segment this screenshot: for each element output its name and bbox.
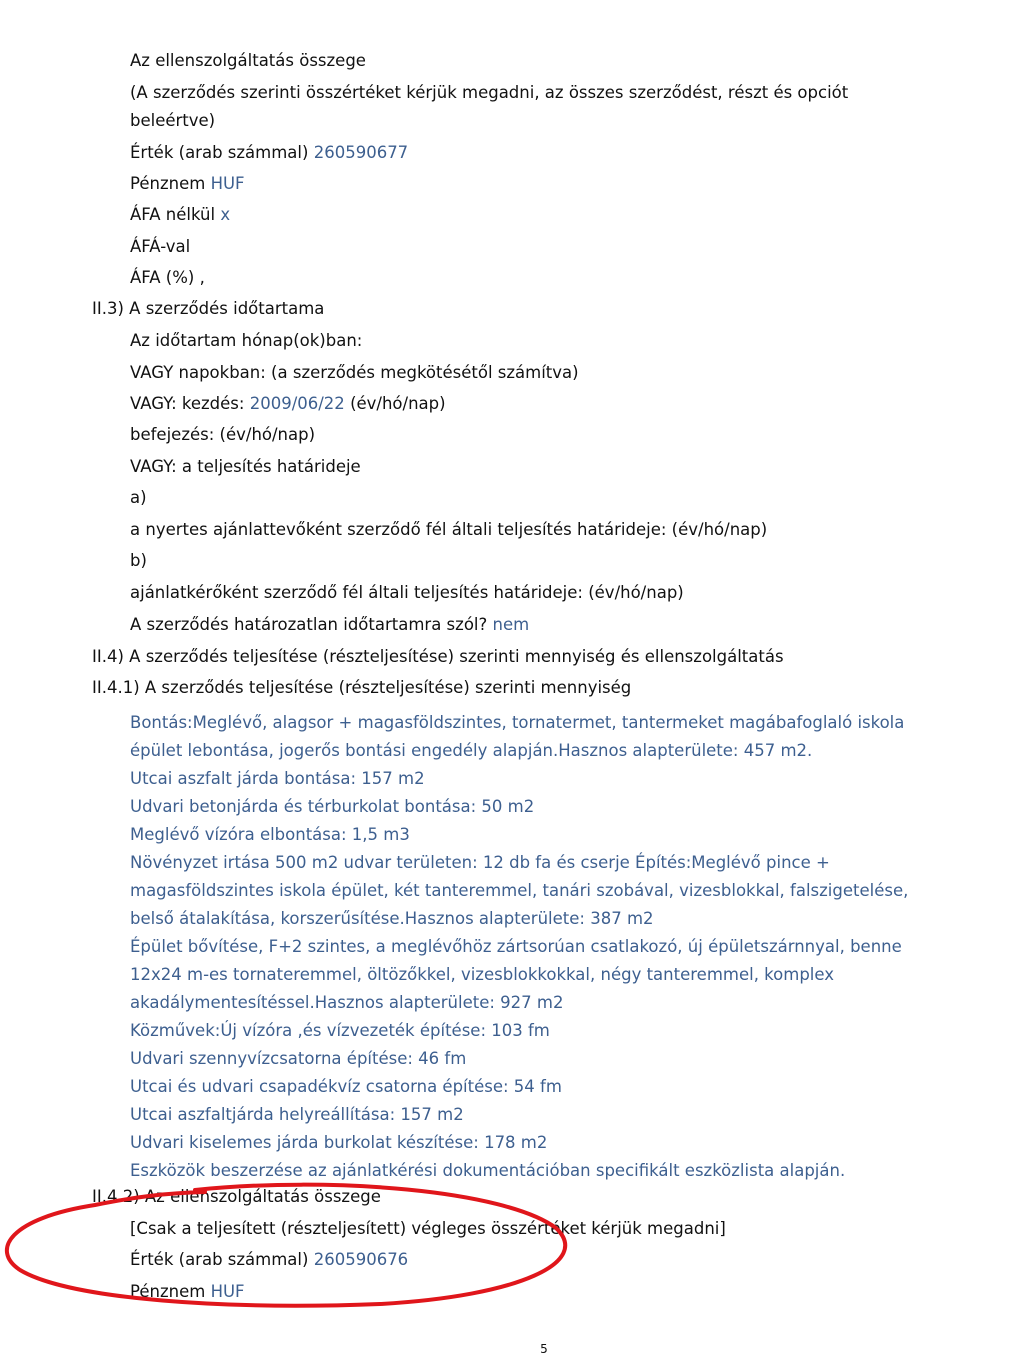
quantity-line: Meglévő vízóra elbontása: 1,5 m3 [130,825,410,844]
value-row [130,142,408,164]
quantity-line: Udvari kiselemes járda burkolat készítése: 178 m2 [130,1133,548,1152]
quantity-line: Növényzet irtása 500 m2 udvar területen: 12 db fa és cserje Építés:Meglévő pince + [130,853,830,872]
deadline-row: VAGY: a teljesítés határideje [130,457,361,476]
end-date-row: befejezés: (év/hó/nap) [130,425,316,444]
vat-excluded-mark: x [220,205,231,224]
quantity-line: Közművek:Új vízóra ,és vízvezeték építése: 103 fm [130,1021,550,1040]
vat-percent-row: ÁFA (%) , [130,268,205,287]
vat-excluded-row [130,204,230,226]
quantity-line: Eszközök beszerzése az ajánlatkérési dokumentációban specifikált eszközlista alapján. [130,1161,846,1180]
currency-label: Pénznem [130,174,206,193]
currency-row [130,173,245,195]
quantity-line: akadálymentesítéssel.Hasznos alapterülete: 927 m2 [130,993,564,1012]
indefinite-duration-row [130,614,529,636]
total-value-instruction: (A szerződés szerinti összértéket kérjük megadni, az összes szerződést, részt és opciót [130,83,849,102]
total-value-instruction-cont: beleértve) [130,111,216,130]
indefinite-duration-value: nem [492,615,530,634]
quantity-subsection-heading: II.4.1) A szerződés teljesítése (részteljesítése) szerinti mennyiség [92,678,632,697]
duration-section-heading: II.3) A szerződés időtartama [92,299,325,318]
start-date-label: VAGY: kezdés: [130,394,245,413]
duration-days-row: VAGY napokban: (a szerződés megkötésétől számítva) [130,363,579,382]
vat-included-row: ÁFÁ-val [130,237,191,256]
duration-months-row: Az időtartam hónap(ok)ban: [130,331,363,350]
final-value-instruction: [Csak a teljesített (részteljesített) végleges összértéket kérjük megadni] [130,1219,726,1238]
option-a-label: a) [130,488,147,507]
quantity-line: Utcai aszfalt járda bontása: 157 m2 [130,769,425,788]
final-value-section-heading: II.4.2) Az ellenszolgáltatás összege [92,1187,381,1206]
final-currency-value: HUF [210,1282,245,1301]
page-number: 5 [540,1342,548,1356]
final-currency-row [130,1281,245,1303]
currency-value: HUF [210,174,245,193]
contract-value-heading: Az ellenszolgáltatás összege [130,51,366,70]
quantity-line: Udvari szennyvízcsatorna építése: 46 fm [130,1049,467,1068]
quantity-line: Utcai aszfaltjárda helyreállítása: 157 m2 [130,1105,464,1124]
final-value-amount: 260590676 [313,1250,409,1269]
final-currency-label: Pénznem [130,1282,206,1301]
quantity-line: épület lebontása, jogerős bontási engedély alapján.Hasznos alapterülete: 457 m2. [130,741,813,760]
quantity-description [130,709,930,1185]
value-amount: 260590677 [313,143,409,162]
option-b-label: b) [130,551,147,570]
quantity-line: Udvari betonjárda és térburkolat bontása: 50 m2 [130,797,535,816]
quantity-line: belső átalakítása, korszerűsítése.Hasznos alapterülete: 387 m2 [130,909,654,928]
quantity-line: Utcai és udvari csapadékvíz csatorna építése: 54 fm [130,1077,562,1096]
quantity-section-heading: II.4) A szerződés teljesítése (részteljesítése) szerinti mennyiség és ellenszolgáltatás [92,647,784,666]
winner-deadline-row: a nyertes ajánlattevőként szerződő fél általi teljesítés határideje: (év/hó/nap) [130,520,768,539]
start-date-row [130,393,446,415]
indefinite-duration-label: A szerződés határozatlan időtartamra szól? [130,615,488,634]
contracting-authority-deadline-row: ajánlatkérőként szerződő fél általi teljesítés határideje: (év/hó/nap) [130,583,684,602]
quantity-line: Bontás:Meglévő, alagsor + magasföldszintes, tornatermet, tantermeket magábafoglaló iskola [130,713,905,732]
final-value-label: Érték (arab számmal) [130,1250,309,1269]
final-value-row [130,1249,408,1271]
quantity-line: 12x24 m-es tornateremmel, öltözőkkel, vizesblokkokkal, négy tanteremmel, komplex [130,965,835,984]
quantity-line: Épület bővítése, F+2 szintes, a meglévőhöz zártsorúan csatlakozó, új épületszárnnyal, benne [130,937,902,956]
quantity-line: magasföldszintes iskola épület, két tanteremmel, tanári szobával, vizesblokkal, falszigetelése, [130,881,909,900]
start-date-format: (év/hó/nap) [350,394,446,413]
value-label: Érték (arab számmal) [130,143,309,162]
vat-excluded-label: ÁFA nélkül [130,205,216,224]
start-date-value: 2009/06/22 [249,394,345,413]
